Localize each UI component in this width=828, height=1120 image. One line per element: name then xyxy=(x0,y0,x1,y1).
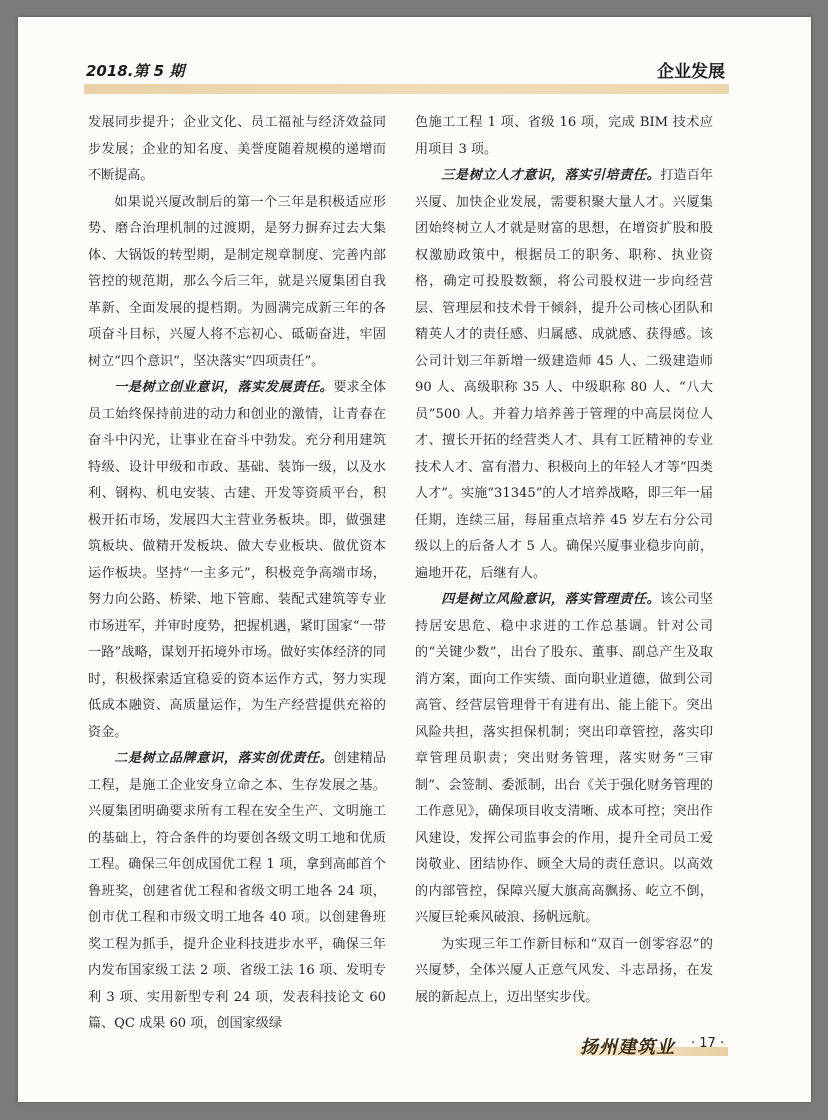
right-column xyxy=(415,110,713,1011)
page-number: · 17 · xyxy=(691,1036,725,1051)
issue-label: 2018.第 5 期 xyxy=(86,62,185,80)
paragraph-body: 创建精品工程，是施工企业安身立命之本、生存发展之基。兴厦集团明确要求所有工程在安全生产、文明施工的基础上，符合条件的均要创各级文明工地和优质工程。确保三年创成国优工程 1 项，拿到高邮首个鲁班奖，创建省优工程和省级文明工地各 24 项，创市优工程和市级文明工地各 40 项。以创建鲁班奖工程为抓手，提升企业科技进步水平，确保三年内发布国家级工法 2 项、省级工法 16 项、发明专利 3 项、实用新型专利 24 项，发表科技论文 60 篇、QC 成果 60 项，创国家级绿 xyxy=(88,751,387,1031)
paragraph xyxy=(415,163,713,587)
paragraph-body: 该公司坚持居安思危、稳中求进的工作总基调。针对公司的“关键少数”，出台了股东、董事、副总产生及取消方案，面向工作实绩、面向职业道德，做到公司高管、经营层管理骨干有进有出、能上能下。突出风险共担，落实担保机制；突出印章管控，落实印章管理员职责；突出财务管理，落实财务“三审制”、会签制、委派制，出台《关于强化财务管理的工作意见》，确保项目收支清晰、成本可控；突出作风建设，发挥公司监事会的作用，提升全司员工爱岗敬业、团结协作、顾全大局的责任意识。以高效的内部管控，保障兴厦大旗高高飘扬、屹立不倒，兴厦巨轮乘风破浪、扬帆远航。 xyxy=(415,592,714,925)
paragraph xyxy=(88,746,386,1038)
page-header xyxy=(84,56,729,100)
paragraph xyxy=(415,587,713,932)
paragraph-lead: 一是树立创业意识，落实发展责任。 xyxy=(114,380,334,395)
paragraph-body: 打造百年兴厦、加快企业发展，需要积聚大量人才。兴厦集团始终树立人才就是财富的思想，在增资扩股和股权激励政策中，根据员工的职务、职称、执业资格，确定可投股数额，将公司股权进一步向经营层、管理层和技术骨干倾斜，提升公司核心团队和精英人才的责任感、归属感、成就感、获得感。该公司计划三年新增一级建造师 45 人、二级建造师 90 人、高级职称 35 人、中级职称 80 人、“八大员”500 人。并着力培养善于管理的中高层岗位人才、擅长开拓的经营类人才、具有工匠精神的专业技术人才、富有潜力、积极向上的年轻人才等“四类人才”。实施“31345”的人才培养战略，即三年一届任期，连续三届，每届重点培养 45 岁左右分公司级以上的后备人才 5 人。确保兴厦事业稳步向前，遍地开花，后继有人。 xyxy=(415,168,714,581)
section-title: 企业发展 xyxy=(657,62,725,82)
paragraph: 发展同步提升；企业文化、员工福祉与经济效益同步发展；企业的知名度、美誉度随着规模的递增而不断提高。 xyxy=(88,115,386,183)
publication-logo: 扬州建筑业 xyxy=(580,1037,675,1058)
paragraph: 色施工工程 1 项、省级 16 项，完成 BIM 技术应用项目 3 项。 xyxy=(415,115,713,157)
paragraph-lead: 三是树立人才意识，落实引培责任。 xyxy=(441,168,661,183)
paragraph-body: 要求全体员工始终保持前进的动力和创业的激情，让青春在奋斗中闪光，让事业在奋斗中勃发。充分利用建筑特级、设计甲级和市政、基础、装饰一级，以及水利、钢构、机电安装、古建、开发等资质平台，积极开拓市场，发展四大主营业务板块。即，做强建筑板块、做精开发板块、做大专业板块、做优资本运作板块。坚持“一主多元”，积极竞争高端市场，努力向公路、桥梁、地下管廊、装配式建筑等专业市场进军，并审时度势，把握机遇，紧盯国家“一带一路”战略，谋划开拓境外市场。做好实体经济的同时，积极探索适宜稳妥的资本运作方式，努力实现低成本融资、高质量运作，为生产经营提供充裕的资金。 xyxy=(88,380,387,740)
left-column xyxy=(88,110,386,1038)
page-footer xyxy=(576,1033,736,1057)
paragraph: 为实现三年工作新目标和“双百一创零容忍”的兴厦梦，全体兴厦人正意气风发、斗志昂扬，在发展的新起点上，迈出坚实步伐。 xyxy=(415,936,713,1005)
paragraph: 如果说兴厦改制后的第一个三年是积极适应形势、磨合治理机制的过渡期，是努力摒弃过去大集体、大锅饭的转型期，是制定规章制度、完善内部管控的规范期，那么今后三年，就是兴厦集团自我革新、全面发展的提档期。为圆满完成新三年的各项奋斗目标，兴厦人将不忘初心、砥砺奋进，牢固树立“四个意识”，坚决落实“四项责任”。 xyxy=(88,194,386,369)
paragraph-lead: 四是树立风险意识，落实管理责任。 xyxy=(441,592,661,607)
paragraph xyxy=(88,375,386,746)
header-band xyxy=(84,84,729,94)
paragraph-lead: 二是树立品牌意识，落实创优责任。 xyxy=(114,751,334,766)
